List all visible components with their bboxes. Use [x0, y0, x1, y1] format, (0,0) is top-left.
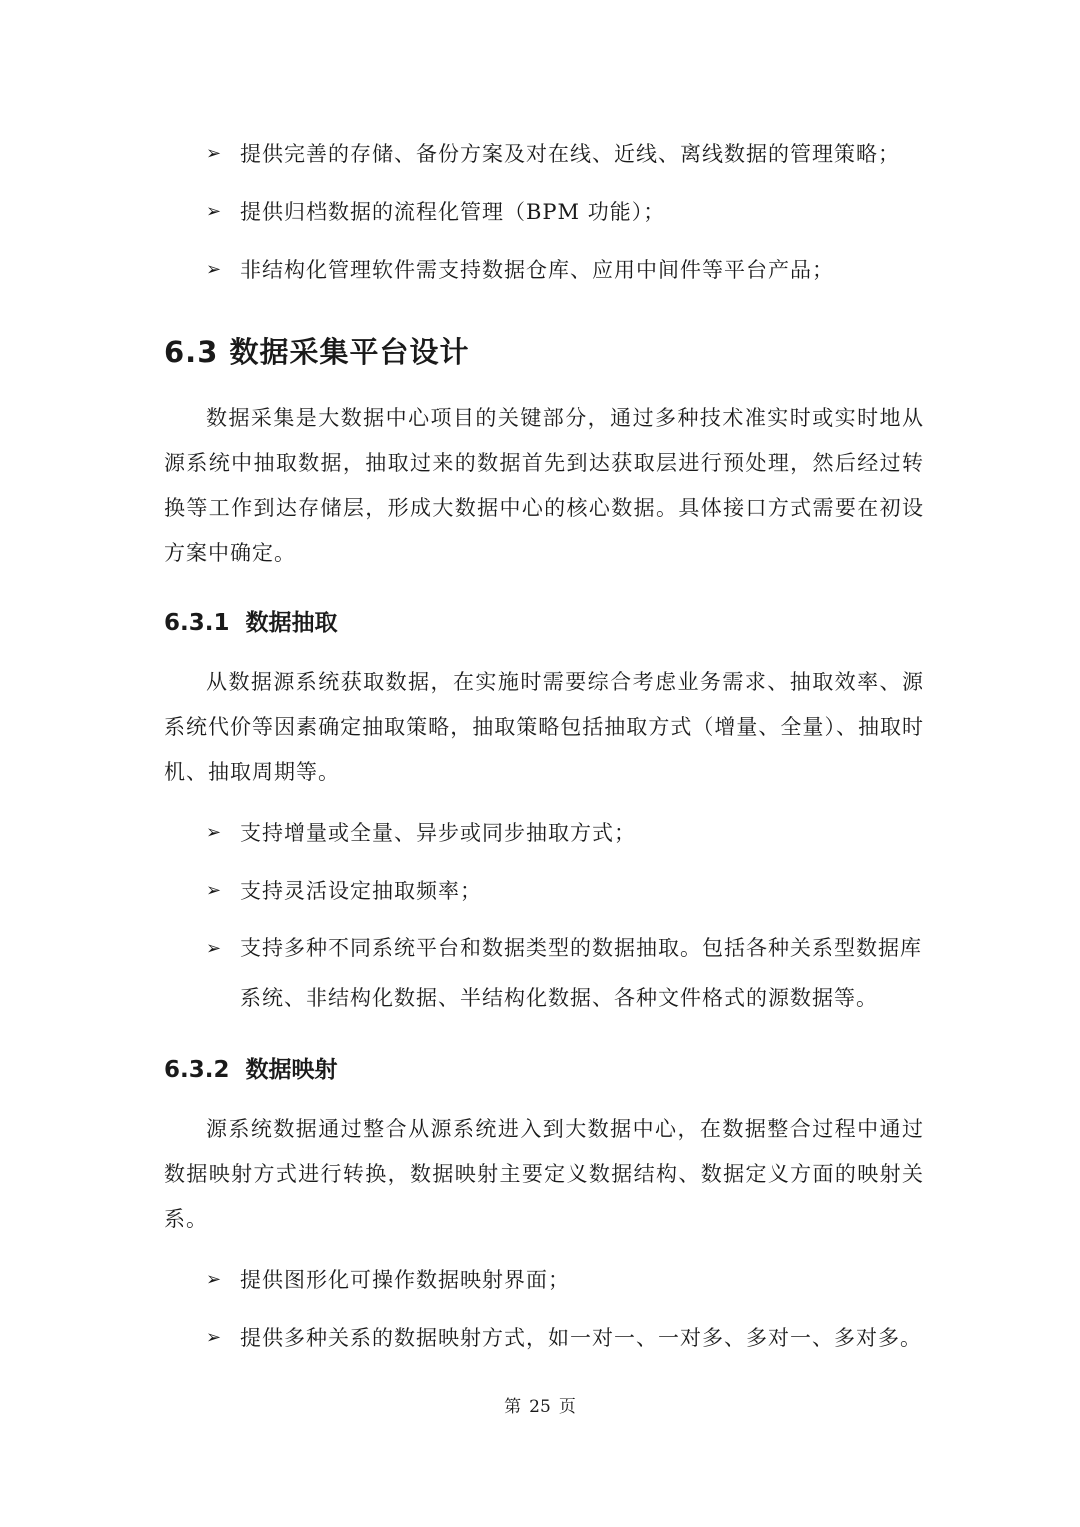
section-heading-6-3: 6.3 数据采集平台设计 — [164, 335, 470, 369]
section-number: 6.3.2 — [164, 1057, 230, 1083]
arrow-bullet-icon: ➢ — [206, 822, 223, 843]
page-footer — [0, 1392, 1080, 1417]
list-item-text: 支持灵活设定抽取频率； — [240, 879, 482, 903]
list-item-text: 提供图形化可操作数据映射界面； — [240, 1268, 570, 1292]
list-item — [164, 923, 924, 1023]
section-number: 6.3.1 — [164, 610, 230, 636]
section-title: 数据抽取 — [245, 610, 338, 636]
list-item — [164, 1312, 924, 1364]
section-6-3-paragraph: 数据采集是大数据中心项目的关键部分，通过多种技术准实时或实时地从源系统中抽取数据，抽取过来的数据首先到达获取层进行预处理，然后经过转换等工作到达存储层，形成大数据中心的核心数据。具体接口方式需要在初设方案中确定。 — [164, 406, 924, 565]
section-heading-6-3-2 — [164, 1045, 924, 1095]
section-title: 数据映射 — [245, 1057, 338, 1083]
list-item — [164, 128, 924, 180]
list-item-text: 提供完善的存储、备份方案及对在线、近线、离线数据的管理策略； — [240, 142, 900, 166]
arrow-bullet-icon: ➢ — [206, 259, 223, 280]
arrow-bullet-icon: ➢ — [206, 201, 223, 222]
page-content — [164, 128, 924, 1370]
arrow-bullet-icon: ➢ — [206, 880, 223, 901]
arrow-bullet-icon: ➢ — [206, 1269, 223, 1290]
section-6-3-2-paragraph: 源系统数据通过整合从源系统进入到大数据中心，在数据整合过程中通过数据映射方式进行转换，数据映射主要定义数据结构、数据定义方面的映射关系。 — [164, 1117, 924, 1231]
list-item — [164, 1254, 924, 1306]
list-item — [164, 186, 924, 238]
section-heading-6-3-1 — [164, 598, 924, 648]
list-item — [164, 865, 924, 917]
arrow-bullet-icon: ➢ — [206, 938, 223, 959]
section-6-3-1-paragraph: 从数据源系统获取数据，在实施时需要综合考虑业务需求、抽取效率、源系统代价等因素确定抽取策略，抽取策略包括抽取方式（增量、全量）、抽取时机、抽取周期等。 — [164, 670, 924, 784]
list-item — [164, 244, 924, 296]
footer-suffix: 页 — [558, 1397, 576, 1417]
list-item-text: 支持增量或全量、异步或同步抽取方式； — [240, 821, 636, 845]
arrow-bullet-icon: ➢ — [206, 143, 223, 164]
list-item — [164, 807, 924, 859]
list-item-text: 提供多种关系的数据映射方式，如一对一、一对多、多对一、多对多。 — [240, 1326, 922, 1350]
list-item-text: 提供归档数据的流程化管理（BPM 功能）； — [240, 200, 666, 224]
list-item-text: 支持多种不同系统平台和数据类型的数据抽取。包括各种关系型数据库系统、非结构化数据、半结构化数据、各种文件格式的源数据等。 — [240, 936, 922, 1010]
arrow-bullet-icon: ➢ — [206, 1327, 223, 1348]
footer-prefix: 第 — [504, 1397, 522, 1417]
list-item-text: 非结构化管理软件需支持数据仓库、应用中间件等平台产品； — [240, 258, 834, 282]
page-number: 25 — [529, 1397, 551, 1417]
